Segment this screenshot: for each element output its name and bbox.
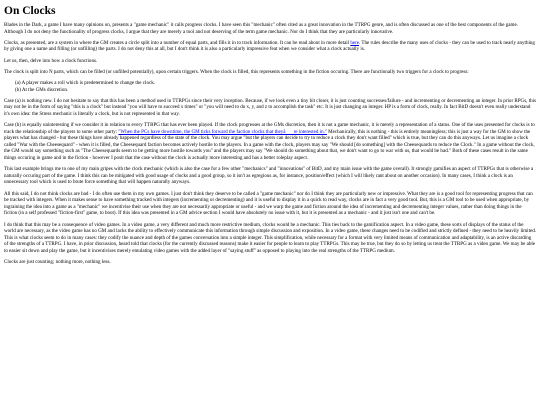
list-item: (a) A player makes a roll which is predetermined to change the clock. [15,79,155,86]
paragraph-text: Mechanically, this is nothing - this is entirely meaningless; this is just a way for the GM to show the players what has changed - but these things have already happened regardless of the state of the clock. You may argue "but the players can decide to try to reduce a clock they don't want filled" which is true, but they can do this anyways. Let us imagine a clock called "War with the Cheesequard" - when it is filled, the Cheesequard faction becomes actively hostile to the players. In a game with the clock, players may say "We should [do something] with the Cheesequards to reduce the Clock." In a game without the clock, the GM would say something such as "The Cheesequards seem to be getting more hostile towards you" and the players may say "We should do something about that, we don't want to go to war with us, that would be bad." Both of these cases result in the same things occuring in game and in the fiction - however I posit that the case without the clock is actually more interesting and has a better roleplay aspect. [4,128,535,162]
paragraph-case-a: Case (a) is nothing new. I do not hesitate to say that this has been a method used in TTRPGs since their very inception. Because, if we look even a tiny bit closer, it is just counting successes/failure - and incrementing or decrementing an integer. In prior RPGs, this may not be in the form of saying "this is a clock" but instead "you will have to succeed x times" or "you will need to do x, y, and z to accomplish the task" etc. It is just changing an integer. HP is a form of clock, really. In fact BitD doesn't even really understand it's own idea: the Stress mechanic is literally a clock, but is not represented in that way. [4,97,536,117]
page-title: On Clocks [4,5,56,17]
paragraph-text: Clocks, as presented, are a system in where the GM creates a circle split into a number of equal parts, and fills it in to track information. It can be read about in more detail [4,39,351,46]
here-link[interactable]: here [350,39,359,46]
paragraph-case-b [4,122,536,162]
paragraph-clocks-presented [4,40,536,53]
paragraph-all-this-said: All this said, I do not think clocks are bad - I do often use them in my own games. I just don't think they deserve to be called a "game mechanic" nor do I think they are particularly new or impressive. What they are is a good tool for representing progress that can be tracked with integers. When it makes sense to have something tracked with integers (incrementing or decrementing) and it is useful to display it in a quick to read way, clocks are in fact a very good tool. But, this is a GM tool to be used when appropriate, by ingraining the idea into a game as a "mechanic" we incentivise their use when they are not necessarily appropriate or useful - and we warp the game and fiction around the idea of incrementing and decrementing integer values, rather than doing things in the fiction (in a self professed "fiction-first" game, to boot). If this idea was presented in a GM advice section I would have absolutely no issue with it, but it is presented as a mechanic - and it just isn't one and can't be. [4,190,533,217]
list-item: (b) At the GMs discretion. [15,86,69,93]
paragraph-intro: Blades in the Dark, a game I have many opinions on, presents a "game mechanic" it calls progress clocks. I have seen this "mechanic" often cited as a great innovation in the TTRPG genre, and is often discussed as one of the best components of the game. Although I do not deny the functionality of progress clocks, I argue that they are merely a tool and not deserving of the term game mechanic. Nor do I think that they are particularly innovative. [4,22,518,35]
paragraph-delve: Let us, then, delve into how a clock functions. [4,57,98,64]
paragraph-clock-split: The clock is split into N parts, which can be filled (or unfilled potentially), upon certain triggers. When the clock is filled, this represents something in the fiction occuring. There are functionally two triggers for a clock to progress: [4,68,469,75]
paragraph-text: . The rules describe the many uses of clocks - they can be used to track nearly anything by giving one a name and filling (or unfilling) the parts. I do not deny this at all, but I don't think it is also a particularly impressive feat when we consider what a clock actually is. [4,39,535,53]
paragraph-conclusion: Clocks are just counting; nothing more, nothing less. [4,259,111,266]
paragraph-video-games: I do think that this may be a consequence of video games. In a video game, a very different and much more restrictive medium, clocks would be a mechanic. This ties back to the gamification aspect. In a video game, these sorts of displays of the status of the world are necessary, as the video game has no GM and lacks the ability to effectively communicate this information through simple discussion and exposition. In a video game, these changes need to be codified and strictly defined - they need to be heavily limited. This is what clocks seem to do in many cases: they codify the nuance and depth of the games conversation into a simple integer. This simplification, while necessary for a format with very limited means of communication and adaptability, is an active discarding of the strengths of a TTRPG. I have, in prior discussion, heard told that clocks (for the currently discussed reasons) make it easier for people to learn to play TTRPGs. This may be true, but they do so by letting us treat the TTRPG as a video game. We may be able to easier sit down and play the game, but it incentivises merely emulating video games with the added layer of "saying stuff" as opposed to playing into the real strengths of the TTRPG medium. [4,221,537,254]
quote-link[interactable]: "When the PCs have downtime, the GM ticks forward the faction clocks that theyâre interested in." [118,128,327,135]
paragraph-text: Case (b) is equally uninteresting if we consider it in relation to every TTRPG that has ever been played. If the clock progresses at the GMs discretion, then it is not a game mechanic, it is merely a representation of a status. One of the uses presented for clocks is to track the relationship of the players to some other party: [4,122,535,135]
paragraph-gripes: This last example brings me to one of my main gripes with the clock mechanic (which is also the case for a few other "mechanics" and "innovations" of BitD, and my main issue with the game overall). It strongly gamifies an aspect of TTRPGs that is otherwise a naturally occuring part of the game. I think this can be mitigated with good usage of clocks and a good group, so it isn't as egregious as, for instance, position/effect (which I will likely rant about on another occasion). In many cases, I think a clock is an unnecessary tool which is used to brute force something that will happen naturally anyways. [4,166,534,186]
trigger-list [4,80,536,93]
